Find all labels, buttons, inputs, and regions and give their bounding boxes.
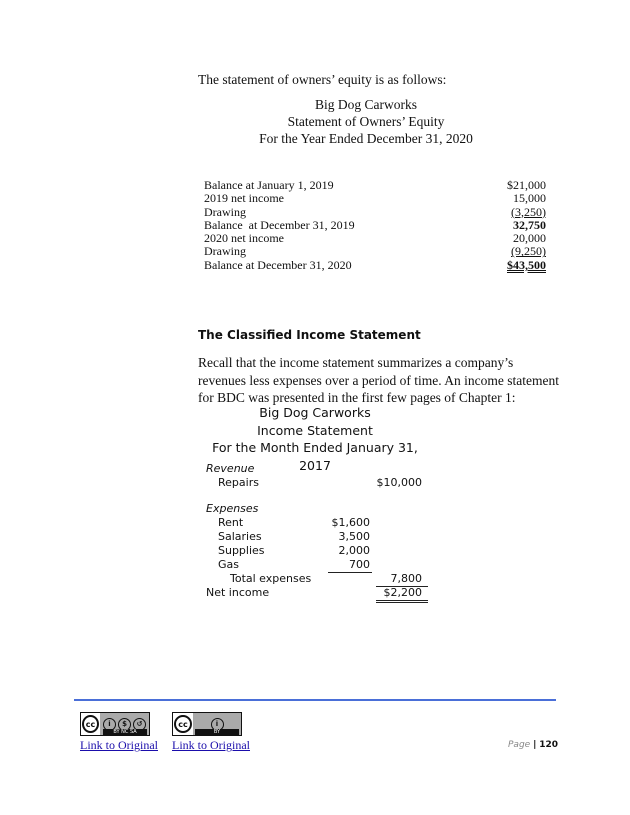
sharealike-icon: ↺ [133,718,146,731]
revenue-heading: Revenue [206,462,255,475]
equity-row-amount: $21,000 [507,178,546,192]
body-paragraph: Recall that the income statement summarizes a company’s revenues less expenses over a period of time. An income statement for BDC was presented in the first few pages of Chapter 1: [198,355,560,405]
noncommercial-icon: $ [118,718,131,731]
cc-icon: cc [82,715,99,733]
page-number [508,740,558,750]
footer-divider [74,699,556,701]
income-statement-body [206,462,436,607]
expense-amount: $1,600 [331,516,370,529]
income-statement-period: For the Month Ended January 31, 2017 [212,440,418,473]
equity-row-amount: 15,000 [513,191,546,206]
equity-row [204,179,546,192]
expense-amount: 700 [349,558,370,571]
equity-table [204,179,546,272]
expenses-heading: Expenses [206,502,259,515]
equity-row-label: Balance at December 31, 2019 [204,217,355,232]
section-title: The Classified Income Statement [198,328,421,342]
equity-row-label: 2019 net income [204,191,284,206]
equity-row-amount: (3,250) [511,204,546,219]
expense-amount: 2,000 [338,544,370,557]
badge1-label: BY NC SA [103,729,147,735]
total-expenses-amount: 7,800 [390,572,422,585]
equity-row-label: Drawing [204,244,246,259]
repairs-amount: $10,000 [376,476,422,489]
equity-row [204,206,546,219]
equity-statement-period: For the Year Ended December 31, 2020 [259,131,473,146]
equity-row-amount: 20,000 [513,231,546,246]
person-icon: i [211,718,224,731]
income-statement-title: Income Statement [257,422,373,438]
net-income-amount: $2,200 [383,586,422,599]
expense-label: Rent [218,516,244,529]
equity-row-amount: $43,500 [507,257,546,272]
net-income-label: Net income [206,586,270,599]
total-expenses-label: Total expenses [230,572,312,585]
page-number-value: 120 [539,740,559,750]
intro-text: The statement of owners’ equity is as follows: [198,72,447,87]
link-to-original-2[interactable]: Link to Original [172,738,250,752]
expense-subtotal-rule [328,572,372,573]
equity-row [204,245,546,258]
page-word: Page [508,740,531,750]
equity-row [204,219,546,232]
cc-by-badge [172,712,242,736]
equity-row-label: Balance at January 1, 2019 [204,178,334,192]
cc-icon: cc [174,715,192,733]
expense-amount: 3,500 [338,530,370,543]
badge2-label: BY [195,729,239,735]
expense-label: Salaries [218,530,262,543]
net-income-double-rule-2 [376,602,428,603]
link-to-original-1[interactable]: Link to Original [80,738,158,752]
equity-row-label: Drawing [204,204,246,219]
equity-statement-header [196,96,536,147]
expense-label: Supplies [218,544,265,557]
equity-row-amount: (9,250) [511,244,546,259]
equity-company-name: Big Dog Carworks [315,97,417,112]
equity-row-label: Balance at December 31, 2020 [204,257,352,272]
expense-label: Gas [218,558,239,571]
equity-statement-title: Statement of Owners’ Equity [287,114,445,129]
equity-row [204,259,546,272]
income-company-name: Big Dog Carworks [259,405,371,420]
equity-row [204,192,546,205]
page-separator: | [533,740,537,750]
person-icon: i [103,718,116,731]
equity-row-label: 2020 net income [204,231,284,246]
equity-row [204,232,546,245]
repairs-label: Repairs [218,476,259,489]
net-income-double-rule [376,600,428,601]
equity-row-amount: 32,750 [513,217,546,232]
cc-by-nc-sa-badge [80,712,150,736]
